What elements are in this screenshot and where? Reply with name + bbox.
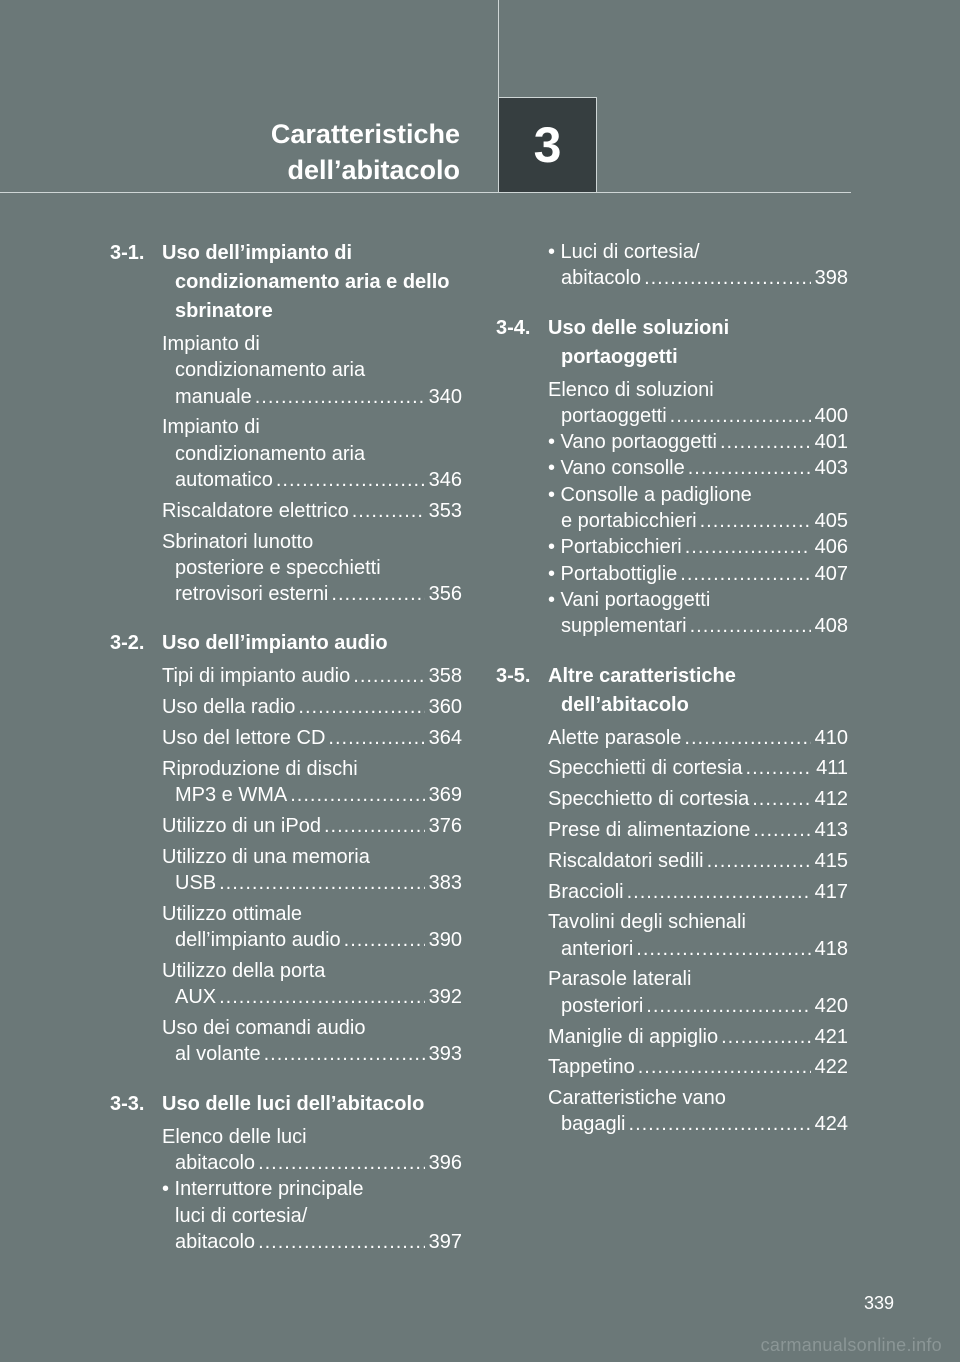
dot-leader <box>684 725 810 751</box>
toc-entry[interactable] <box>162 1124 462 1177</box>
toc-entry-lastline <box>548 1024 848 1050</box>
toc-page-number: 340 <box>428 385 462 408</box>
section-title: Uso delle luci dell’abitacolo <box>162 1092 425 1115</box>
toc-page-number: 420 <box>814 994 848 1017</box>
toc-entry-text: bagagli <box>561 1113 626 1136</box>
chapter-title-line: dell’abitacolo <box>287 155 460 185</box>
toc-entry-lastline <box>162 984 462 1010</box>
toc-section <box>110 239 462 607</box>
toc-entry[interactable] <box>548 786 848 812</box>
toc-section-heading[interactable] <box>110 239 462 326</box>
toc-entry[interactable] <box>548 879 848 905</box>
dot-leader <box>353 663 424 689</box>
toc-entry[interactable] <box>548 587 848 640</box>
toc-entry-lastline <box>162 813 462 839</box>
toc-page-number: 390 <box>428 929 462 952</box>
dot-leader <box>644 265 811 291</box>
toc-page-number: 406 <box>814 536 848 559</box>
section-number: 3-1. <box>110 242 145 264</box>
toc-section <box>110 629 462 1067</box>
toc-page-number: 422 <box>814 1056 848 1079</box>
toc-entry[interactable] <box>548 561 848 587</box>
dot-leader <box>752 786 810 812</box>
toc-entry[interactable] <box>162 414 462 493</box>
toc-entry-lastline <box>162 927 462 953</box>
toc-entries <box>548 377 848 640</box>
dot-leader <box>680 561 810 587</box>
toc-entry-lastline <box>548 561 848 587</box>
toc-entries <box>548 725 848 1138</box>
dot-leader <box>258 1150 425 1176</box>
toc-entries <box>548 239 848 292</box>
toc-page-number: 360 <box>428 696 462 719</box>
toc-section-heading[interactable] <box>110 629 462 658</box>
toc-entry-text: anteriori <box>561 937 634 960</box>
toc-entry[interactable] <box>548 455 848 481</box>
toc-entry-text: Tappetino <box>548 1056 635 1079</box>
toc-entry[interactable] <box>548 534 848 560</box>
toc-page-number: 393 <box>428 1043 462 1066</box>
toc-section-heading[interactable] <box>496 314 848 372</box>
toc-entry[interactable] <box>162 1176 462 1255</box>
toc-page-number: 417 <box>814 880 848 903</box>
header-divider-vertical <box>498 0 499 97</box>
dot-leader <box>746 755 813 781</box>
toc-page-number: 400 <box>814 404 848 427</box>
toc-entry[interactable] <box>548 482 848 535</box>
page-number: 339 <box>863 1293 894 1313</box>
toc-page-number: 369 <box>428 784 462 807</box>
toc-entry-text: abitacolo <box>175 1151 256 1174</box>
toc-entry-lastline <box>162 1041 462 1067</box>
toc-entry[interactable] <box>162 529 462 608</box>
toc-entry-lastline <box>548 429 848 455</box>
toc-entries <box>162 663 462 1067</box>
dot-leader <box>646 993 810 1019</box>
dot-leader <box>627 879 811 905</box>
section-number: 3-5. <box>496 664 531 687</box>
section-title: Uso dell’impianto audio <box>162 632 388 655</box>
toc-entry-text: Utilizzo di un iPod <box>162 814 321 837</box>
toc-section <box>496 314 848 640</box>
toc-entry-lastline <box>548 613 848 639</box>
toc-entry-lastline <box>548 848 848 874</box>
toc-entries <box>162 1124 462 1255</box>
toc-entry-text: manuale <box>175 385 252 408</box>
toc-entry-text: • Vani portaoggetti <box>548 588 711 611</box>
toc-entry-text: • Interruttore principale <box>162 1178 364 1201</box>
toc-page-number: 410 <box>814 726 848 749</box>
toc-page-number: 411 <box>816 757 848 780</box>
toc-page-number: 415 <box>814 849 848 872</box>
toc-entry-text: MP3 e WMA <box>175 784 288 807</box>
toc-entry-lastline <box>548 936 848 962</box>
toc-entry-lastline <box>162 498 462 524</box>
toc-entry-lastline <box>162 694 462 720</box>
toc-page-number: 413 <box>814 818 848 841</box>
dot-leader <box>298 694 424 720</box>
section-title: Altre caratteristiche dell’abitacolo <box>548 664 736 716</box>
toc-entry-text: Impianto di <box>162 416 260 439</box>
toc-page-number: 353 <box>428 499 462 522</box>
toc-page-number: 392 <box>428 986 462 1009</box>
toc-entry-text: Alette parasole <box>548 726 682 749</box>
toc-entry[interactable] <box>162 1015 462 1068</box>
toc-page-number: 398 <box>814 267 848 290</box>
toc-entry-text: posteriori <box>561 994 644 1017</box>
toc-entry-text: • Consolle a padiglione <box>548 483 752 506</box>
toc-section-heading[interactable] <box>110 1090 462 1119</box>
toc-entry-text: abitacolo <box>561 267 642 290</box>
dot-leader <box>670 403 811 429</box>
toc-entry-text: condizionamento aria <box>175 442 366 465</box>
toc-entry[interactable] <box>548 1054 848 1080</box>
toc-page-number: 356 <box>428 583 462 606</box>
toc-entry[interactable] <box>548 848 848 874</box>
toc-entry[interactable] <box>162 756 462 809</box>
toc-entry-lastline <box>548 265 848 291</box>
toc-entry-text: retrovisori esterni <box>175 583 329 606</box>
toc-entry-lastline <box>162 782 462 808</box>
toc-page-number: 358 <box>428 665 462 688</box>
toc-entry-text: AUX <box>175 986 217 1009</box>
toc-entry-text: Braccioli <box>548 880 624 903</box>
dot-leader <box>324 813 425 839</box>
toc-entry[interactable] <box>548 817 848 843</box>
section-number: 3-4. <box>496 316 531 339</box>
dot-leader <box>344 927 425 953</box>
toc-entry-lastline <box>162 870 462 896</box>
toc-entry-text: e portabicchieri <box>561 510 697 533</box>
dot-leader <box>290 782 424 808</box>
toc-entry-text: Utilizzo della porta <box>162 959 326 982</box>
dot-leader <box>636 936 810 962</box>
toc-entry[interactable] <box>162 901 462 954</box>
chapter-number-box <box>498 97 597 193</box>
toc-entry[interactable] <box>162 844 462 897</box>
toc-entries <box>162 331 462 607</box>
toc-page-number: 424 <box>814 1113 848 1136</box>
toc-entry-text: Riscaldatore elettrico <box>162 499 349 522</box>
section-number: 3-3. <box>110 1092 145 1115</box>
chapter-title-line: Caratteristiche <box>270 119 460 149</box>
toc-entry-text: Riscaldatori sedili <box>548 849 704 872</box>
toc-entry-lastline <box>162 1150 462 1176</box>
toc-entry[interactable] <box>162 663 462 689</box>
toc-entry-text: • Luci di cortesia/ <box>548 241 700 263</box>
section-number: 3-2. <box>110 632 145 655</box>
dot-leader <box>721 1024 811 1050</box>
toc-entry-lastline <box>548 1111 848 1137</box>
dot-leader <box>258 1229 425 1255</box>
toc-page-number: 364 <box>428 727 462 750</box>
toc-entry[interactable] <box>548 377 848 430</box>
dot-leader <box>352 498 425 524</box>
dot-leader <box>219 984 425 1010</box>
dot-leader <box>700 508 811 534</box>
toc-entry-lastline <box>162 581 462 607</box>
toc-entry-text: Prese di alimentazione <box>548 818 751 841</box>
toc-entry-lastline <box>548 993 848 1019</box>
toc-column-left <box>110 239 462 1277</box>
toc-entry-text: dell’impianto audio <box>175 929 341 952</box>
toc-entry[interactable] <box>162 331 462 410</box>
section-title: Uso dell’impianto di condizionamento aria e dello sbrinatore <box>162 242 450 322</box>
toc-entry-lastline <box>548 403 848 429</box>
toc-entry[interactable] <box>548 755 848 781</box>
toc-entry-lastline <box>162 1229 462 1255</box>
toc-entry[interactable] <box>162 498 462 524</box>
toc-entry[interactable] <box>162 725 462 751</box>
toc-entry-text: luci di cortesia/ <box>175 1204 308 1227</box>
toc-entry[interactable] <box>548 239 848 292</box>
toc-entry-text: Uso dei comandi audio <box>162 1017 366 1040</box>
toc-entry-lastline <box>548 786 848 812</box>
toc-entry-lastline <box>162 725 462 751</box>
toc-entry[interactable] <box>548 725 848 751</box>
toc-entry-text: posteriore e specchietti <box>175 556 381 579</box>
toc-page-number: 408 <box>814 615 848 638</box>
toc-entry-text: Uso della radio <box>162 696 296 719</box>
dot-leader <box>264 1041 425 1067</box>
toc-entry-text: al volante <box>175 1043 261 1066</box>
toc-entry-text: condizionamento aria <box>175 359 366 382</box>
dot-leader <box>276 467 425 493</box>
toc-entry-text: Utilizzo ottimale <box>162 902 303 925</box>
toc-page-number: 376 <box>428 814 462 837</box>
toc-entry[interactable] <box>548 909 848 962</box>
dot-leader <box>753 817 810 843</box>
toc-entry-text: Caratteristiche vano <box>548 1087 726 1110</box>
toc-entry-text: • Portabottiglie <box>548 562 678 585</box>
toc-entry-text: Riproduzione di dischi <box>162 757 358 780</box>
toc-entry[interactable] <box>548 1085 848 1138</box>
toc-entry-text: Tavolini degli schienali <box>548 911 746 934</box>
dot-leader <box>690 613 811 639</box>
toc-entry-text: Parasole laterali <box>548 968 692 991</box>
section-title: Uso delle soluzioni portaoggetti <box>548 316 730 368</box>
toc-entry[interactable] <box>162 958 462 1011</box>
toc-entry-lastline <box>548 455 848 481</box>
toc-entry-text: Impianto di <box>162 333 260 355</box>
header-divider-horizontal <box>0 192 851 193</box>
toc-page-number: 383 <box>428 872 462 895</box>
chapter-title <box>271 116 460 188</box>
dot-leader <box>638 1054 811 1080</box>
toc-entry-text: Specchietto di cortesia <box>548 788 750 811</box>
toc-section-heading[interactable] <box>496 662 848 720</box>
dot-leader <box>629 1111 811 1137</box>
toc-page-number: 401 <box>814 431 848 454</box>
toc-entry-text: Elenco di soluzioni <box>548 378 714 401</box>
dot-leader <box>328 725 424 751</box>
toc-entry[interactable] <box>162 813 462 839</box>
toc-entry[interactable] <box>548 1024 848 1050</box>
toc-page-number: 396 <box>428 1151 462 1174</box>
toc-page-number: 397 <box>428 1230 462 1253</box>
dot-leader <box>685 534 811 560</box>
toc-page-number: 418 <box>814 937 848 960</box>
toc-entry-text: • Portabicchieri <box>548 536 682 559</box>
toc-entry-lastline <box>548 725 848 751</box>
toc-section <box>496 662 848 1138</box>
toc-entry-lastline <box>548 879 848 905</box>
toc-entry[interactable] <box>162 694 462 720</box>
toc-column-right <box>496 239 848 1160</box>
dot-leader <box>720 429 811 455</box>
toc-entry-text: supplementari <box>561 615 687 638</box>
toc-page-number: 421 <box>814 1025 848 1048</box>
toc-entry-lastline <box>548 508 848 534</box>
toc-entry-text: automatico <box>175 468 273 491</box>
toc-entry[interactable] <box>548 429 848 455</box>
toc-entry-lastline <box>162 663 462 689</box>
toc-entry-text: Elenco delle luci <box>162 1125 307 1148</box>
toc-entry-text: portaoggetti <box>561 404 667 427</box>
toc-page-number: 346 <box>428 468 462 491</box>
toc-entry-text: Maniglie di appiglio <box>548 1025 719 1048</box>
toc-entry-lastline <box>162 384 462 410</box>
toc-entry-text: abitacolo <box>175 1230 256 1253</box>
toc-entry-text: • Vano portaoggetti <box>548 431 717 454</box>
toc-entry-lastline <box>548 534 848 560</box>
toc-entry-lastline <box>548 755 848 781</box>
toc-entry-text: Tipi di impianto audio <box>162 665 351 688</box>
toc-page-number: 405 <box>814 510 848 533</box>
dot-leader <box>688 455 811 481</box>
toc-section <box>110 1090 462 1255</box>
toc-entry-lastline <box>548 1054 848 1080</box>
toc-page-number: 403 <box>814 457 848 480</box>
dot-leader <box>707 848 811 874</box>
watermark: carmanualsonline.info <box>760 1335 942 1355</box>
toc-entry-text: Uso del lettore CD <box>162 727 326 750</box>
toc-page-number: 407 <box>814 562 848 585</box>
toc-entry-text: Sbrinatori lunotto <box>162 530 314 553</box>
toc-entry-text: Utilizzo di una memoria <box>162 845 370 868</box>
toc-entry-text: USB <box>175 872 217 895</box>
chapter-number: 3 <box>533 117 562 173</box>
dot-leader <box>255 384 425 410</box>
toc-entry-text: Specchietti di cortesia <box>548 757 743 780</box>
toc-entry-text: • Vano consolle <box>548 457 685 480</box>
toc-section <box>496 239 848 292</box>
toc-entry-lastline <box>548 817 848 843</box>
toc-entry[interactable] <box>548 966 848 1019</box>
toc-entry-lastline <box>162 467 462 493</box>
dot-leader <box>331 581 424 607</box>
dot-leader <box>219 870 425 896</box>
toc-page-number: 412 <box>814 788 848 811</box>
